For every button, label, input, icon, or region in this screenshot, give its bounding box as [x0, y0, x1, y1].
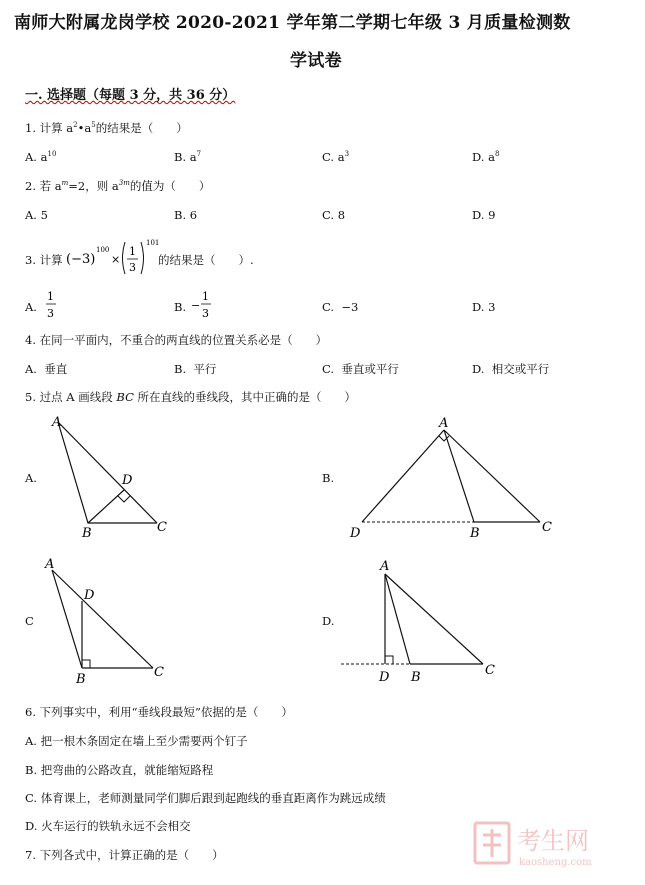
figure-a-point-a: A [52, 415, 62, 430]
question-5-option-a-label[interactable]: A. [25, 471, 37, 485]
question-3-prefix: 3. 计算 [25, 253, 63, 267]
question-3-option-b-fraction [191, 288, 213, 324]
figure-d-point-a: A [380, 559, 390, 574]
question-6-option-c[interactable]: C. 体育课上，老师测量同学们脚后跟到起跑线的垂直距离作为跳远成绩 [25, 791, 386, 805]
question-3-times: × [111, 253, 121, 266]
document-title-line2: 学试卷 [290, 51, 342, 71]
question-5-figure-d [335, 552, 510, 687]
question-1-option-a[interactable]: A. $a^{10}$ [25, 150, 57, 164]
question-3-exp2: 101 [146, 239, 160, 247]
svg-text:−: − [191, 299, 201, 312]
question-3-exp1: 100 [96, 246, 110, 254]
question-3-base: (−3) [66, 252, 96, 267]
question-3-option-d[interactable]: D. 3 [472, 300, 496, 314]
watermark [469, 813, 629, 877]
question-1-option-b[interactable]: B. $a^7$ [174, 150, 202, 164]
question-5-figure-b [340, 410, 565, 545]
figure-d-point-d: D [379, 670, 390, 685]
question-5-option-d-label[interactable]: D. [322, 614, 335, 628]
document-title-line1: 南师大附属龙岗学校 2020-2021 学年第二学期七年级 3 月质量检测数 [14, 13, 571, 33]
section-heading-text: 一. 选择题（每题 3 分，共 36 分） [25, 88, 236, 103]
figure-b-point-c: C [542, 520, 552, 535]
section-heading [25, 84, 235, 103]
figure-c-point-a: A [45, 557, 55, 572]
question-2-option-a[interactable]: A. 5 [25, 208, 48, 222]
watermark-logo [469, 813, 629, 873]
question-5-stem: 5. 过点 A 画线段 BC 所在直线的垂线段，其中正确的是（ ） [25, 390, 357, 404]
question-5-option-b-label[interactable]: B. [322, 471, 335, 485]
question-4-option-c[interactable]: C. 垂直或平行 [322, 362, 399, 376]
question-5-figure-c [40, 552, 190, 687]
question-7-stem: 7. 下列各式中，计算正确的是（ ） [25, 848, 224, 862]
question-6-option-d[interactable]: D. 火车运行的铁轨永远不会相交 [25, 819, 191, 833]
svg-text:1: 1 [47, 290, 54, 303]
question-3-den: 3 [129, 261, 136, 274]
question-3-option-a-label[interactable]: A. [25, 300, 37, 314]
figure-c-point-b: B [76, 672, 86, 687]
question-4-stem: 4. 在同一平面内，不重合的两直线的位置关系必是（ ） [25, 333, 328, 347]
figure-b-point-d: D [350, 526, 361, 541]
question-2-option-b[interactable]: B. 6 [174, 208, 198, 222]
question-5-option-c-label[interactable]: C [25, 614, 34, 628]
question-3-option-c[interactable]: C. −3 [322, 300, 359, 314]
question-6-stem: 6. 下列事实中，利用“垂线段最短”依据的是（ ） [25, 705, 293, 719]
figure-a-point-c: C [157, 520, 167, 535]
figure-a-point-d: D [122, 473, 133, 488]
figure-c-point-d: D [84, 588, 95, 603]
question-6-option-b[interactable]: B. 把弯曲的公路改直，就能缩短路程 [25, 763, 214, 777]
figure-c-point-c: C [154, 665, 164, 680]
svg-text:1: 1 [202, 290, 209, 303]
question-3-num: 1 [129, 245, 136, 258]
figure-d-point-c: C [485, 663, 495, 678]
question-3-option-b-label[interactable]: B. [174, 300, 187, 314]
question-4-option-a[interactable]: A. 垂直 [25, 362, 68, 376]
svg-text:3: 3 [47, 307, 54, 320]
question-1-stem: 1. 计算 $a^2•a^5$的结果是（ ） [25, 121, 188, 135]
question-6-option-a[interactable]: A. 把一根木条固定在墙上至少需要两个钉子 [25, 734, 248, 748]
question-3-suffix: 的结果是（ ）. [158, 253, 254, 267]
question-1-option-d[interactable]: D. $a^8$ [472, 150, 500, 164]
watermark-brand: 考生网 [517, 827, 589, 855]
question-5-figure-a [40, 410, 190, 545]
watermark-url: kaosheng.com [519, 857, 592, 868]
figure-b-point-a: A [439, 416, 449, 431]
question-4-option-d[interactable]: D. 相交或平行 [472, 362, 550, 376]
question-2-option-d[interactable]: D. 9 [472, 208, 496, 222]
question-4-option-b[interactable]: B. 平行 [174, 362, 217, 376]
question-2-option-c[interactable]: C. 8 [322, 208, 346, 222]
question-1-option-c[interactable]: C. $a^3$ [322, 150, 350, 164]
figure-d-point-b: B [411, 670, 421, 685]
figure-a-point-b: B [82, 526, 92, 541]
question-2-stem: 2. 若 $a^m=2$，则 $a^{3m}$的值为（ ） [25, 179, 211, 193]
figure-b-point-b: B [470, 526, 480, 541]
question-3-option-a-fraction [45, 288, 59, 324]
svg-text:3: 3 [202, 307, 209, 320]
